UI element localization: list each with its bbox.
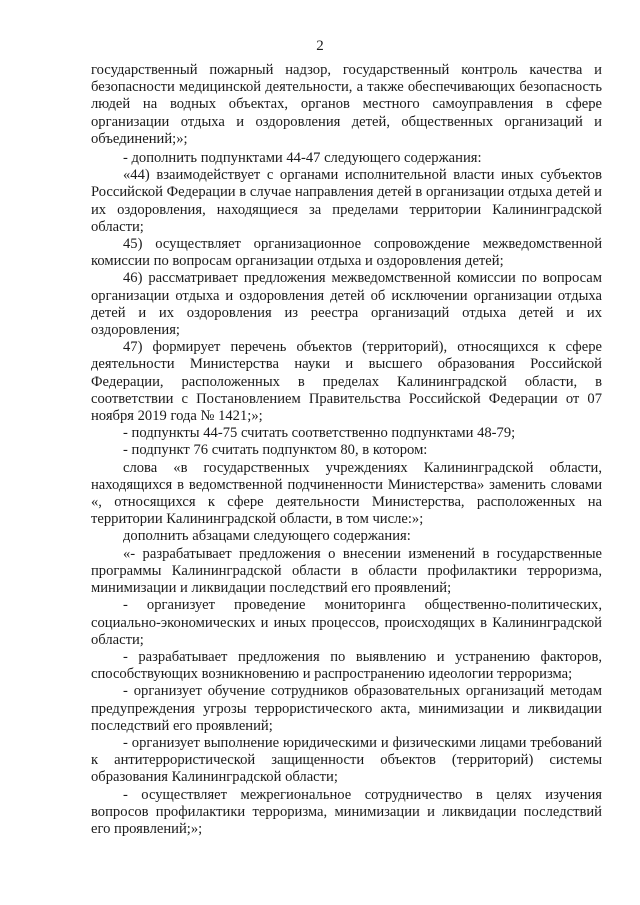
paragraph-replace-words: слова «в государственных учреждениях Калининградской области, находящихся в ведомственной подчиненности Министерства» заменить словами «, относящихся к сфере деятельности Министерства, расположенных на территории Калининградской области, в том числе:»; [91, 459, 602, 528]
paragraph-item-47: 47) формирует перечень объектов (территорий), относящихся к сфере деятельности Министерства науки и высшего образования Российской Федерации, расположенных в пределах Калининградской области, в соответствии с Постановлением Правительства Российской Федерации от 07 ноября 2019 года № 1421;»; [91, 339, 602, 425]
paragraph-bullet-programs: «- разрабатывает предложения о внесении изменений в государственные программы Калининградской области в области профилактики терроризма, минимизации и ликвидации последствий его проявлений; [91, 545, 602, 597]
paragraph-bullet-factors: - разрабатывает предложения по выявлению и устранению факторов, способствующих возникновению и распространению идеологии терроризма; [91, 648, 602, 683]
document-body [91, 62, 602, 838]
paragraph-add-abzacy: дополнить абзацами следующего содержания: [123, 528, 411, 545]
paragraph-bullet-monitoring: - организует проведение мониторинга общественно-политических, социально-экономических и иных процессов, происходящих в Калининградской области; [91, 597, 602, 648]
paragraph-continuation: государственный пожарный надзор, государственный контроль качества и безопасности медицинской деятельности, а также обеспечивающих безопасность людей на водных объектах, органов местного самоуправления в сфере организации отдыха и оздоровления детей, общественных организаций и объединений;»; [91, 62, 602, 147]
paragraph-bullet-training: - организует обучение сотрудников образовательных организаций методам предупреждения угрозы террористического акта, минимизации и ликвидации последствий его проявлений; [91, 683, 602, 734]
paragraph-add-44-47: - дополнить подпунктами 44-47 следующего содержания: [123, 150, 482, 167]
page-number: 2 [316, 38, 324, 54]
paragraph-renumber-76: - подпункт 76 считать подпунктом 80, в котором: [123, 442, 428, 459]
paragraph-bullet-cooperation: - осуществляет межрегиональное сотрудничество в целях изучения вопросов профилактики терроризма, минимизации и ликвидации последствий его проявлений;»; [91, 786, 602, 837]
paragraph-renumber-44-75: - подпункты 44-75 считать соответственно подпунктами 48-79; [123, 425, 516, 442]
paragraph-item-44: «44) взаимодействует с органами исполнительной власти иных субъектов Российской Федерации в случае направления детей в организации отдыха детей и их оздоровления, находящиеся за пределами территории Калининградской области; [91, 167, 602, 235]
paragraph-item-45: 45) осуществляет организационное сопровождение межведомственной комиссии по вопросам организации отдыха и оздоровления детей; [91, 236, 602, 270]
paragraph-bullet-requirements: - организует выполнение юридическими и физическими лицами требований к антитеррористической защищенности объектов (территорий) системы образования Калининградской области; [91, 734, 602, 786]
paragraph-item-46: 46) рассматривает предложения межведомственной комиссии по вопросам организации отдыха и оздоровления детей об исключении организации отдыха детей и их оздоровления из реестра организаций отдыха детей и их оздоровления; [91, 270, 602, 339]
